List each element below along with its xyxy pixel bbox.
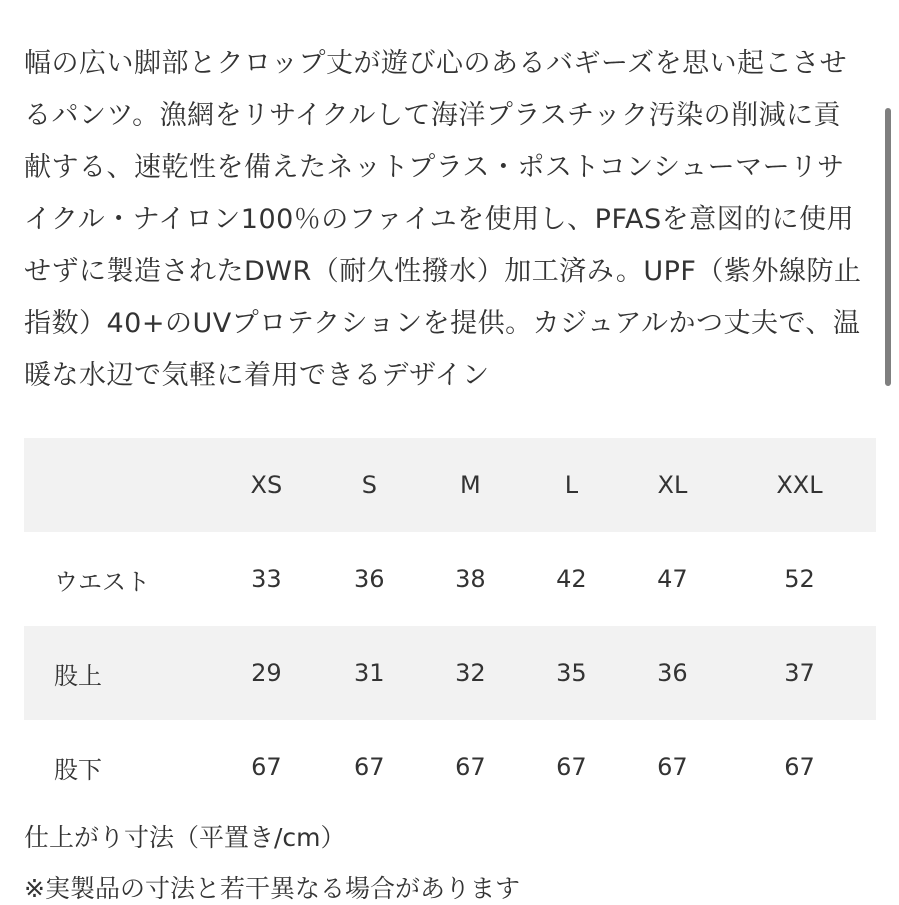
table-cell: 67	[657, 753, 688, 781]
table-cell: 38	[455, 565, 486, 593]
row-label: ウエスト	[54, 567, 150, 596]
table-cell: 36	[354, 565, 385, 593]
size-table-corner	[24, 438, 214, 532]
description-line: 暖な水辺で気軽に着用できるデザイン	[24, 360, 490, 391]
table-cell: 29	[251, 659, 282, 687]
description-line: 幅の広い脚部とクロップ丈が遊び心のあるバギーズを思い起こさせ	[24, 48, 848, 79]
table-cell: 32	[455, 659, 486, 687]
description-line: 指数）40+のUVプロテクションを提供。カジュアルかつ丈夫で、温	[24, 308, 861, 339]
table-cell: 35	[556, 659, 587, 687]
size-header: M	[459, 471, 481, 499]
product-description	[24, 38, 874, 402]
table-row	[24, 720, 876, 814]
row-label: 股下	[54, 755, 102, 784]
measurement-note: 仕上がり寸法（平置き/cm）	[24, 823, 346, 852]
size-header: XXL	[776, 471, 823, 499]
table-cell: 36	[657, 659, 688, 687]
table-cell: 67	[251, 753, 282, 781]
scrollbar[interactable]	[885, 108, 891, 386]
table-cell: 67	[784, 753, 815, 781]
size-header-row	[24, 438, 876, 532]
description-line: イクル・ナイロン100％のファイユを使用し、PFASを意図的に使用	[24, 204, 855, 235]
size-header: S	[361, 471, 377, 499]
table-cell: 67	[556, 753, 587, 781]
disclaimer-note: ※実製品の寸法と若干異なる場合があります	[24, 874, 520, 903]
size-table	[24, 438, 876, 814]
description-line: るパンツ。漁網をリサイクルして海洋プラスチック汚染の削減に貢	[24, 100, 842, 131]
table-cell: 67	[354, 753, 385, 781]
table-cell: 31	[354, 659, 385, 687]
table-cell: 33	[251, 565, 282, 593]
table-row	[24, 532, 876, 626]
table-row	[24, 626, 876, 720]
row-label: 股上	[54, 661, 102, 690]
table-cell: 67	[455, 753, 486, 781]
table-cell: 42	[556, 565, 587, 593]
table-cell: 37	[784, 659, 815, 687]
size-header: XL	[657, 471, 688, 499]
size-header: XS	[250, 471, 283, 499]
table-cell: 47	[657, 565, 688, 593]
description-line: せずに製造されたDWR（耐久性撥水）加工済み。UPF（紫外線防止	[24, 256, 862, 287]
table-cell: 52	[784, 565, 815, 593]
description-line: 献する、速乾性を備えたネットプラス・ポストコンシューマーリサ	[24, 152, 845, 183]
size-header: L	[564, 471, 579, 499]
